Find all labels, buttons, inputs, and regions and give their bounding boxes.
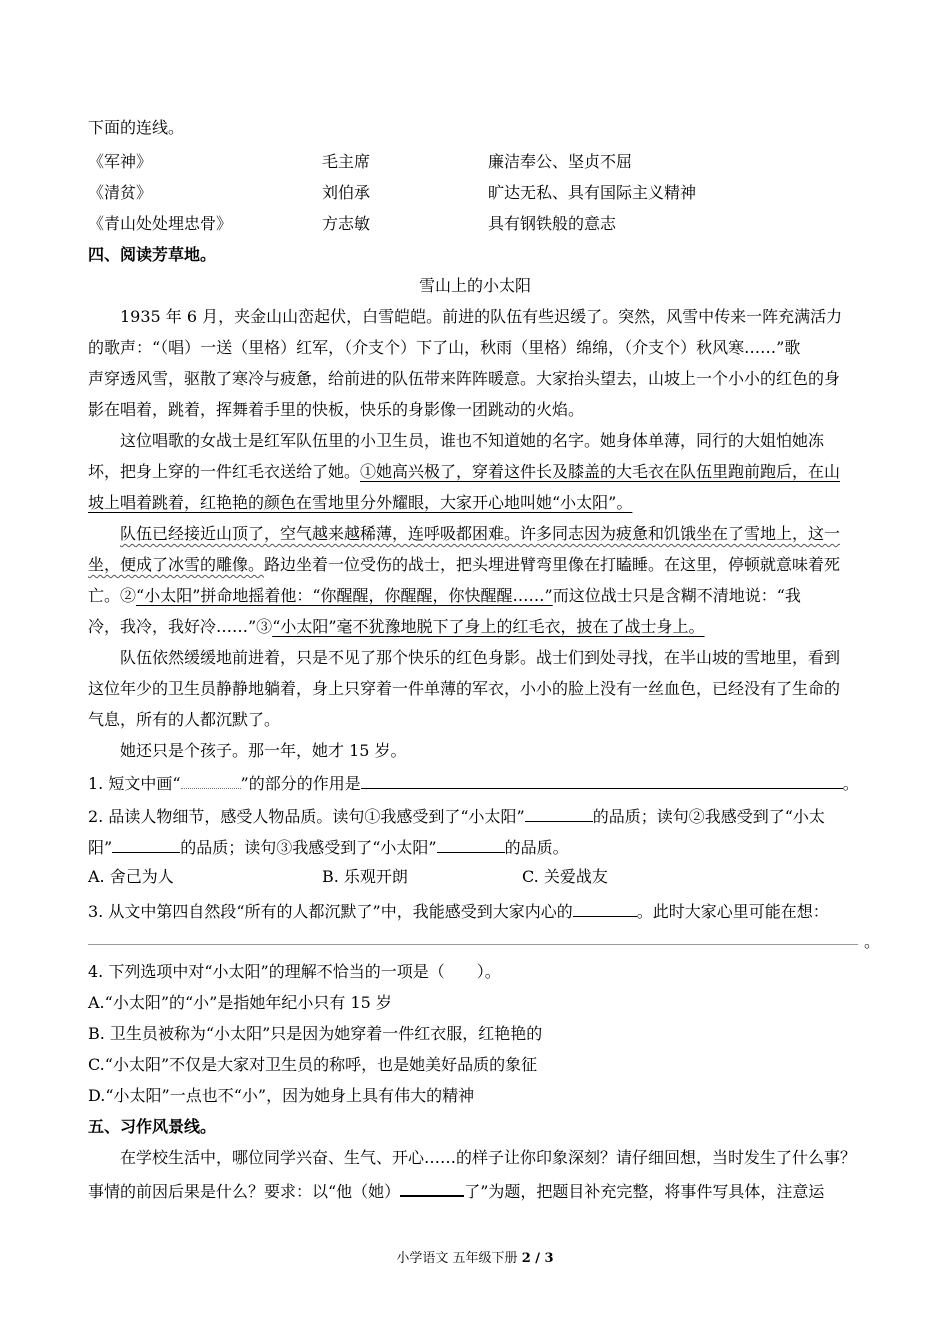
match-person: 刘伯承: [322, 183, 371, 202]
wavy-sample: [181, 774, 241, 789]
match-intro: 下面的连线。: [88, 118, 185, 137]
writing-line-1: 在学校生活中，哪位同学兴奋、生气、开心……的样子让你印象深刻？请仔细回想，当时发生了什么事？: [120, 1148, 857, 1167]
q3-end: 。: [864, 932, 881, 951]
page-footer: [0, 1247, 950, 1266]
p2-line-1: 这位唱歌的女战士是红军队伍里的小卫生员，谁也不知道她的名字。她身体单薄，同行的大姐怕她冻: [120, 431, 825, 450]
p3-text: 冷，我冷，我好冷……”③: [88, 617, 273, 636]
p2-text: 坏，把身上穿的一件红毛衣送给了她。: [88, 462, 361, 481]
answer-blank[interactable]: [437, 836, 505, 853]
q4-option-a[interactable]: A.“小太阳”的“小”是指她年纪小只有 15 岁: [88, 993, 392, 1012]
match-work: 《清贫》: [88, 183, 153, 202]
p1-line-2: 的歌声：“（唱）一送（里格）红军，（介支个）下了山，秋雨（里格）绵绵，（介支个）秋风寒……”歌: [88, 338, 801, 357]
section-4-title: 四、阅读芳草地。: [88, 245, 217, 264]
option-b[interactable]: B. 乐观开朗: [322, 867, 408, 886]
section-5-title: 五、习作风景线。: [88, 1117, 217, 1136]
question-4: 4. 下列选项中对“小太阳”的理解不恰当的一项是（ ）。: [88, 962, 501, 981]
p1-line-3: 声穿透风雪，驱散了寒冷与疲惫，给前进的队伍带来阵阵暖意。大家抬头望去，山坡上一个小小的红色的身: [88, 369, 841, 388]
option-c[interactable]: C. 关爱战友: [522, 867, 608, 886]
answer-blank[interactable]: [525, 805, 593, 822]
answer-blank[interactable]: [112, 836, 180, 853]
p3-line-3: [88, 586, 801, 606]
p3-text: 亡。②: [88, 586, 137, 605]
page-number: 2 / 3: [521, 1251, 554, 1266]
p4-line-1: 队伍依然缓缓地前进着，只是不见了那个快乐的红色身影。战士们到处寻找，在半山坡的雪地里，看到: [120, 648, 841, 667]
q4-option-d[interactable]: D.“小太阳”一点也不“小”，因为她身上具有伟大的精神: [88, 1086, 475, 1105]
match-person: 方志敏: [322, 214, 371, 233]
answer-blank[interactable]: [361, 772, 843, 789]
question-2-line-2: [88, 836, 569, 858]
q2-text: 的品质；读句②我感受到了“小太: [592, 807, 825, 826]
question-1: [88, 772, 859, 794]
writing-text: 事情的前因后果是什么？要求：以“他（她）: [88, 1182, 401, 1201]
match-work: 《军神》: [88, 152, 153, 171]
question-3: [88, 900, 829, 922]
q2-text: 的品质；读句③我感受到了“小太阳”: [180, 838, 437, 857]
p2-line-2: [88, 462, 840, 482]
sentence-3: “小太阳”毫不犹豫地脱下了身上的红毛衣，披在了战士身上。: [272, 617, 705, 636]
p3-wavy-text: 坐，便成了冰雪的雕像。: [88, 555, 265, 574]
p1-line-1: 1935 年 6 月，夹金山山峦起伏，白雪皑皑。前进的队伍有些迟缓了。突然，风雪中传来一阵充满活力: [120, 307, 843, 326]
story-title: 雪山上的小太阳: [418, 276, 531, 295]
sentence-2: “小太阳”拼命地摇着他：“你醒醒，你醒醒，你快醒醒……”: [136, 586, 553, 605]
q2-text: 的品质。: [504, 838, 569, 857]
match-quality: 具有钢铁般的意志: [488, 214, 617, 233]
match-quality: 旷达无私、具有国际主义精神: [488, 183, 697, 202]
p3-line-2: [88, 555, 840, 575]
writing-text: 了”为题，把题目补充完整，将事件写具体，注意运: [464, 1182, 825, 1201]
footer-text: 小学语文 五年级下册: [396, 1251, 522, 1266]
q1-text: ”的部分的作用是: [240, 774, 361, 793]
match-person: 毛主席: [322, 152, 371, 171]
p1-line-4: 影在唱着，跳着，挥舞着手里的快板，快乐的身影像一团跳动的火焰。: [88, 400, 585, 419]
p5-line: 她还只是个孩子。那一年，她才 15 岁。: [120, 741, 407, 760]
sentence-1: ①她高兴极了，穿着这件长及膝盖的大毛衣在队伍里跑前跑后，在山: [360, 462, 841, 481]
q4-option-b[interactable]: B. 卫生员被称为“小太阳”只是因为她穿着一件红衣服，红艳艳的: [88, 1024, 543, 1043]
q2-text: 2. 品读人物细节，感受人物品质。读句①我感受到了“小太阳”: [88, 807, 525, 826]
title-blank[interactable]: [400, 1179, 464, 1197]
question-2-line-1: [88, 805, 825, 827]
q3-text: 。此时大家心里可能在想：: [636, 902, 829, 921]
p3-wavy-line-1: 队伍已经接近山顶了，空气越来越稀薄，连呼吸都困难。许多同志因为疲惫和饥饿坐在了雪地上，这一: [120, 524, 841, 543]
p3-text: 而这位战士只是含糊不清地说：“我: [552, 586, 801, 605]
p3-text: 路边坐着一位受伤的战士，把头埋进臂弯里像在打瞌睡。在这里，停顿就意味着死: [264, 555, 841, 574]
p4-line-2: 这位年少的卫生员静静地躺着，身上只穿着一件单薄的军衣，小小的脸上没有一丝血色，已经没有了生命的: [88, 679, 841, 698]
q4-option-c[interactable]: C.“小太阳”不仅是大家对卫生员的称呼，也是她美好品质的象征: [88, 1055, 538, 1074]
q1-text: 1. 短文中画“: [88, 774, 181, 793]
answer-blank[interactable]: [573, 900, 637, 917]
answer-line[interactable]: [88, 944, 858, 945]
writing-line-2: [88, 1179, 824, 1202]
option-a[interactable]: A. 舍己为人: [88, 867, 174, 886]
q2-text: 阳”: [88, 838, 113, 857]
q1-text: 。: [842, 774, 859, 793]
match-quality: 廉洁奉公、坚贞不屈: [488, 152, 633, 171]
q3-text: 3. 从文中第四自然段“所有的人都沉默了”中，我能感受到大家内心的: [88, 902, 573, 921]
match-work: 《青山处处埋忠骨》: [88, 214, 233, 233]
p3-line-4: [88, 617, 705, 637]
sentence-1-cont: 坡上唱着跳着，红艳艳的颜色在雪地里分外耀眼，大家开心地叫她“小太阳”。: [88, 493, 633, 512]
p4-line-3: 气息，所有的人都沉默了。: [88, 710, 281, 729]
